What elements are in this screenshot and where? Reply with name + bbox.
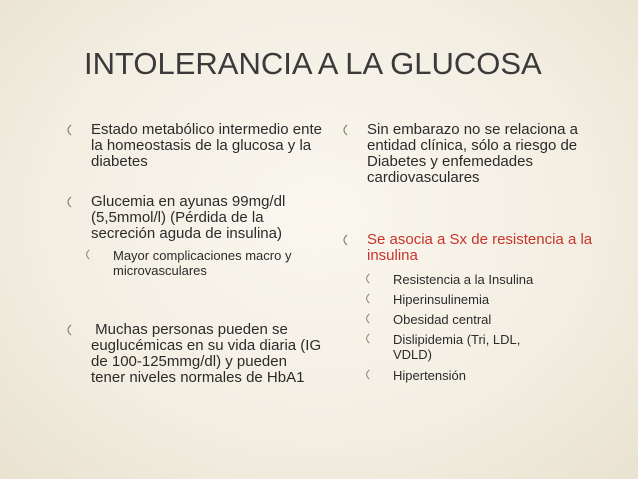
right-sub-bullet-4 (360, 332, 600, 362)
left-bullet-3-text: Muchas personas pueden se euglucémicas en su vida diaria (IG de 100-125mmg/dl) y pueden tener niveles normales de HbA1 (91, 321, 326, 386)
left-bullet-2 (64, 194, 324, 242)
sub-bullet-icon (363, 369, 372, 380)
bullet-icon (64, 196, 74, 208)
sub-bullet-icon (363, 273, 372, 284)
right-bullet-1 (340, 122, 600, 186)
left-sub-bullet-1 (80, 248, 324, 278)
left-bullet-2-text: Glucemia en ayunas 99mg/dl (5,5mmol/l) (Pérdida de la secreción aguda de insulina) (91, 193, 286, 242)
right-column (340, 122, 600, 383)
right-bullet-1-text: Sin embarazo no se relaciona a entidad clínica, sólo a riesgo de Diabetes y enfemedades cardiovasculares (367, 121, 578, 186)
bullet-icon (340, 124, 350, 136)
right-sub-bullet-5 (360, 368, 600, 383)
sub-bullet-icon (83, 249, 92, 260)
right-sub-bullet-3 (360, 312, 600, 327)
sub-bullet-icon (363, 333, 372, 344)
right-sub-bullet-2 (360, 292, 600, 307)
right-bullet-2-text: Se asocia a Sx de resistencia a la insulina (367, 231, 593, 264)
bullet-icon (64, 324, 74, 336)
slide-title: INTOLERANCIA A LA GLUCOSA (84, 46, 542, 81)
right-sub-bullet-2-text: Hiperinsulinemia (393, 292, 490, 307)
right-bullet-2 (340, 232, 600, 264)
sub-bullet-icon (363, 313, 372, 324)
right-sub-bullet-3-text: Obesidad central (393, 312, 492, 327)
left-column (64, 122, 324, 386)
left-bullet-1 (64, 122, 324, 170)
bullet-icon (340, 234, 350, 246)
right-sub-bullet-1-text: Resistencia a la Insulina (393, 272, 534, 287)
left-bullet-1-text: Estado metabólico intermedio ente la homeostasis de la glucosa y la diabetes (91, 121, 322, 170)
left-sub-bullet-1-text: Mayor complicaciones macro y microvasculares (113, 248, 292, 278)
left-bullet-3 (64, 322, 324, 386)
right-sub-bullet-4-text: Dislipidemia (Tri, LDL, VDLD) (393, 332, 521, 362)
sub-bullet-icon (363, 293, 372, 304)
right-sub-bullet-1 (360, 272, 600, 287)
right-sub-bullet-5-text: Hipertensión (393, 368, 466, 383)
bullet-icon (64, 124, 74, 136)
